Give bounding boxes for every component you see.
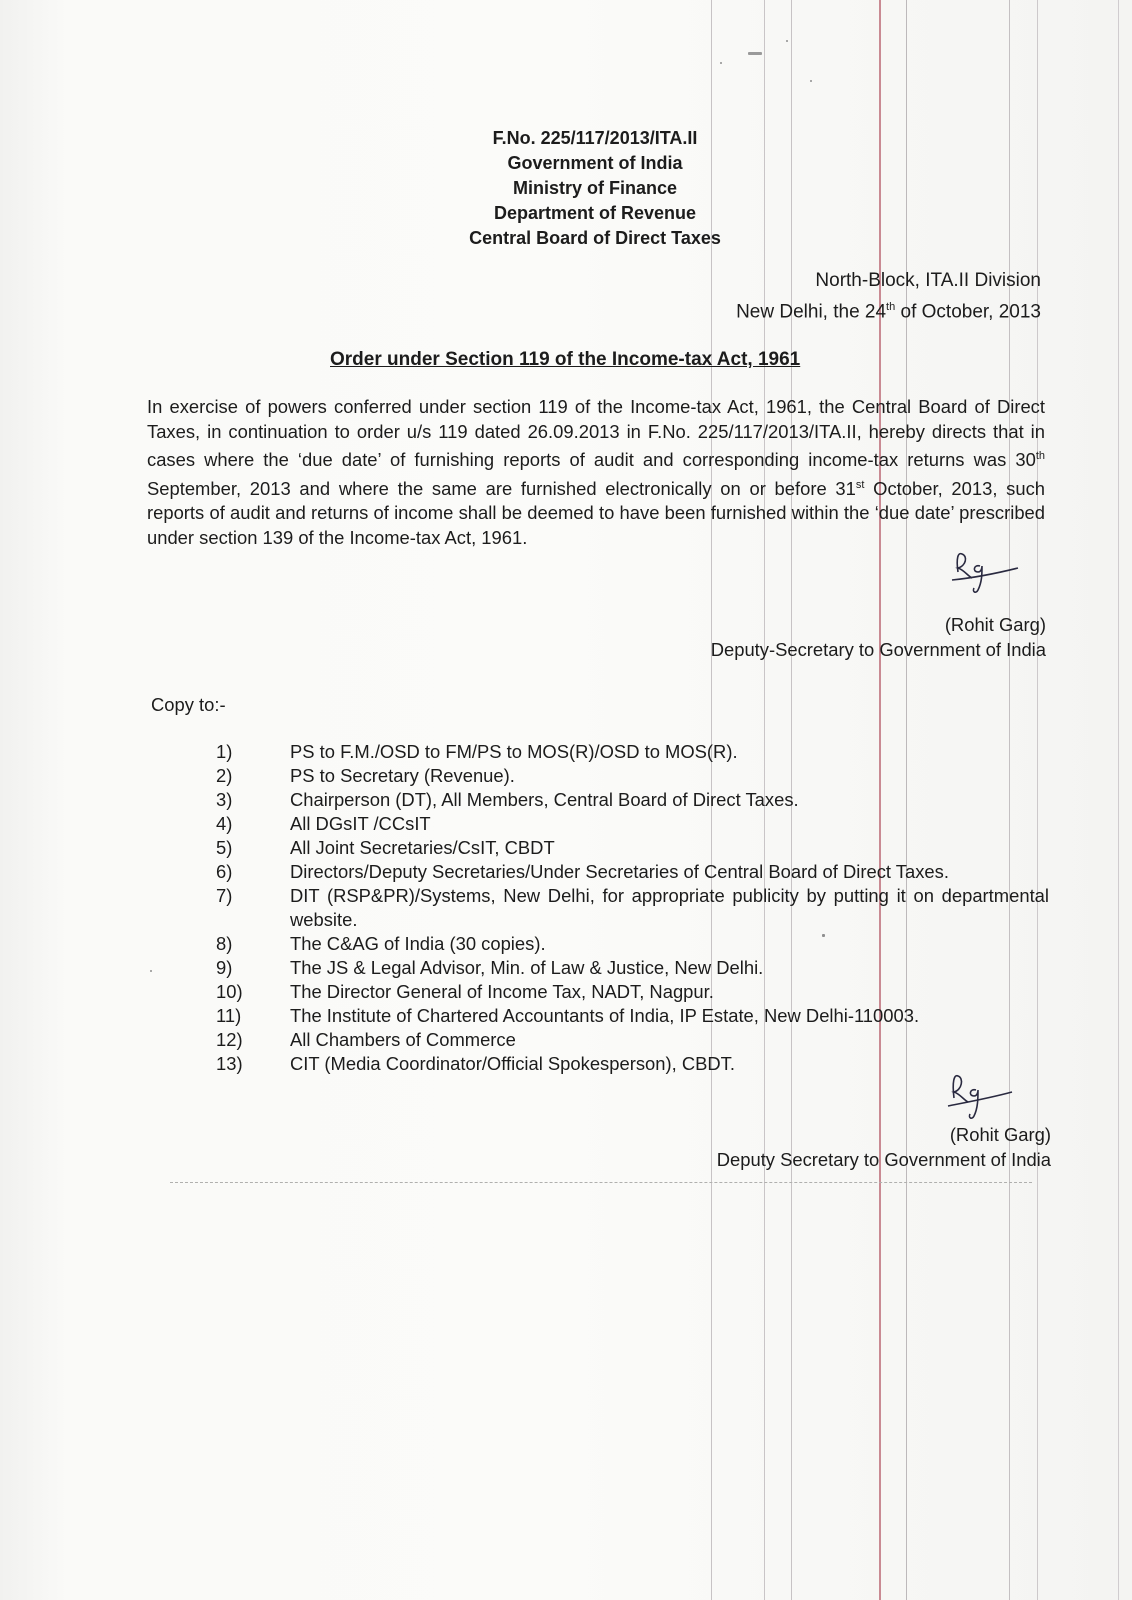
copy-to-text: CIT (Media Coordinator/Official Spokesperson), CBDT. — [290, 1053, 735, 1074]
copy-to-list — [216, 740, 1049, 1076]
copy-to-item — [216, 836, 1049, 860]
copy-to-number: 12) — [216, 1029, 243, 1050]
copy-to-number: 4) — [216, 813, 233, 834]
place-and-date — [736, 268, 1041, 325]
date-suffix-sup: th — [886, 301, 896, 313]
scan-speck — [810, 80, 812, 82]
paragraph-part: In exercise of powers conferred under section 119 of the Income-tax Act, 1961, the Central Board of Direct Taxes, in continuation to order u/s 119 dated 26.09.2013 in F.No. 225/117/2013/ITA.II, hereby directs that in cases where the ‘due date’ of furnishing reports of audit and corresponding income-tax returns was 30 — [147, 396, 1045, 471]
copy-to-item — [216, 932, 1049, 956]
signatory-name: (Rohit Garg) — [944, 614, 1046, 635]
letterhead — [380, 126, 810, 251]
copy-to-item — [216, 980, 1049, 1004]
copy-to-number: 11) — [216, 1005, 242, 1026]
copy-to-text: All DGsIT /CCsIT — [290, 813, 431, 834]
order-paragraph — [147, 395, 1045, 550]
signatory-designation: Deputy Secretary to Government of India — [716, 1149, 1051, 1170]
copy-to-item — [216, 812, 1049, 836]
scan-speck — [786, 40, 788, 42]
copy-to-text: PS to F.M./OSD to FM/PS to MOS(R)/OSD to MOS(R). — [290, 741, 738, 762]
copy-to-number: 1) — [216, 741, 233, 762]
signature-mark — [950, 546, 1022, 598]
copy-to-number: 3) — [216, 789, 233, 810]
copy-to-text: The Institute of Chartered Accountants of India, IP Estate, New Delhi-110003. — [290, 1005, 920, 1026]
department-line: Department of Revenue — [493, 203, 697, 223]
copy-to-number: 8) — [216, 933, 233, 954]
copy-to-text: Chairperson (DT), All Members, Central Board of Direct Taxes. — [290, 789, 799, 810]
copy-to-number: 10) — [216, 981, 243, 1002]
scan-speck — [748, 52, 762, 55]
copy-to-text: All Chambers of Commerce — [290, 1029, 516, 1050]
ministry-line: Ministry of Finance — [512, 178, 678, 198]
signatory-designation: Deputy-Secretary to Government of India — [710, 639, 1046, 660]
paragraph-sup: st — [855, 478, 865, 491]
copy-to-text: Directors/Deputy Secretaries/Under Secretaries of Central Board of Direct Taxes. — [290, 861, 949, 882]
copy-to-text: DIT (RSP&PR)/Systems, New Delhi, for appropriate publicity by putting it on departmental website. — [290, 885, 1049, 930]
copy-to-item — [216, 1004, 1049, 1028]
copy-to-number: 13) — [216, 1053, 243, 1074]
copy-to-number: 7) — [216, 885, 233, 906]
government-line: Government of India — [507, 153, 683, 173]
scan-line — [1118, 0, 1119, 1600]
copy-to-item — [216, 884, 1049, 932]
board-line: Central Board of Direct Taxes — [469, 228, 721, 248]
copy-to-text: The JS & Legal Advisor, Min. of Law & Justice, New Delhi. — [290, 957, 764, 978]
copy-to-text: The Director General of Income Tax, NADT, Nagpur. — [290, 981, 714, 1002]
copy-to-item — [216, 764, 1049, 788]
copy-to-item — [216, 1028, 1049, 1052]
paragraph-part: October, 2013, such reports of audit and returns of income shall be deemed to have been furnished within the ‘due date’ prescribed under section 139 of the Income-tax Act, 1961. — [147, 477, 1045, 548]
file-number: F.No. 225/117/2013/ITA.II — [492, 128, 698, 148]
scan-speck — [150, 970, 152, 972]
date-rest: of October, 2013 — [895, 301, 1041, 323]
paragraph-part: September, 2013 and where the same are furnished electronically on or before 31 — [147, 477, 856, 499]
signature-mark — [946, 1068, 1016, 1124]
issue-date — [736, 294, 1041, 325]
copy-to-label: Copy to:- — [151, 694, 226, 715]
signatory-name: (Rohit Garg) — [949, 1124, 1051, 1145]
office-location: North-Block, ITA.II Division — [815, 270, 1041, 291]
date-prefix: New Delhi, the 24 — [736, 301, 887, 323]
copy-to-item — [216, 1052, 1049, 1076]
signatory-block — [711, 612, 1046, 662]
paragraph-sup: th — [1035, 450, 1045, 462]
copy-to-number: 5) — [216, 837, 233, 858]
separator-rule — [170, 1182, 1032, 1183]
copy-to-number: 6) — [216, 861, 233, 882]
copy-to-number: 2) — [216, 765, 233, 786]
copy-to-item — [216, 956, 1049, 980]
copy-to-item — [216, 740, 1049, 764]
copy-to-text: The C&AG of India (30 copies). — [290, 933, 546, 954]
order-title: Order under Section 119 of the Income-tax Act, 1961 — [330, 349, 801, 370]
scan-speck — [720, 62, 722, 64]
copy-to-text: PS to Secretary (Revenue). — [290, 765, 515, 786]
copy-to-item — [216, 788, 1049, 812]
signatory-block — [717, 1122, 1051, 1172]
copy-to-text: All Joint Secretaries/CsIT, CBDT — [290, 837, 555, 858]
copy-to-item — [216, 860, 1049, 884]
copy-to-number: 9) — [216, 957, 233, 978]
